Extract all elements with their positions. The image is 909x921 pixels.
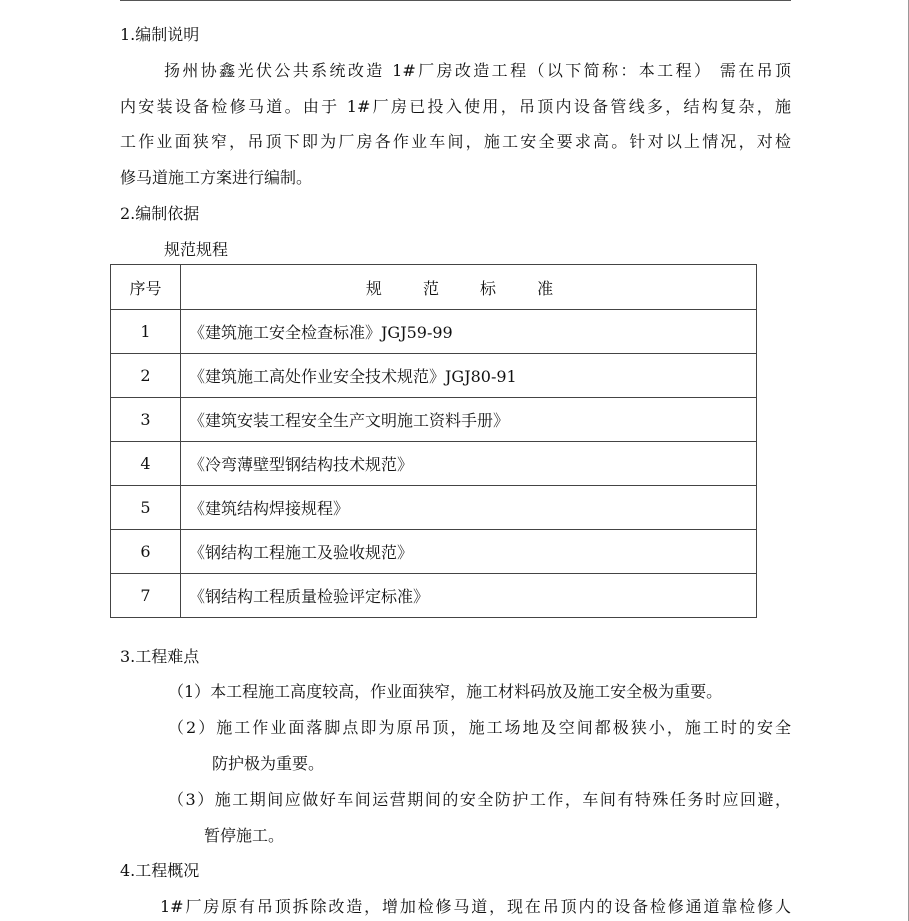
table-row <box>111 398 757 442</box>
row-no: 1 <box>111 310 181 354</box>
section-1-line-3: 工作业面狭窄，吊顶下即为厂房各作业车间，施工安全要求高。针对以上情况，对检 <box>120 132 791 151</box>
norms-subheading: 规范规程 <box>164 240 229 259</box>
row-no: 2 <box>111 354 181 398</box>
table-row <box>111 310 757 354</box>
norms-table <box>110 264 757 618</box>
row-standard: 《钢结构工程施工及验收规范》 <box>181 530 757 574</box>
section-4-line-1: 1#厂房原有吊顶拆除改造，增加检修马道，现在吊顶内的设备检修通道靠检修人 <box>160 897 791 916</box>
row-no: 3 <box>111 398 181 442</box>
row-no: 6 <box>111 530 181 574</box>
table-header-row <box>111 265 757 310</box>
difficulty-item-1: （1）本工程施工高度较高，作业面狭窄，施工材料码放及施工安全极为重要。 <box>168 682 723 701</box>
section-1-heading: 1.编制说明 <box>120 25 200 44</box>
table-row <box>111 486 757 530</box>
row-standard: 《建筑施工高处作业安全技术规范》JGJ80-91 <box>181 354 757 398</box>
col-header-no: 序号 <box>111 265 181 310</box>
section-4-heading: 4.工程概况 <box>120 861 200 880</box>
col-header-standard: 规 范 标 准 <box>181 265 757 310</box>
section-3-heading: 3.工程难点 <box>120 647 200 666</box>
row-standard: 《建筑结构焊接规程》 <box>181 486 757 530</box>
row-no: 7 <box>111 574 181 618</box>
row-standard: 《钢结构工程质量检验评定标准》 <box>181 574 757 618</box>
row-no: 4 <box>111 442 181 486</box>
table-row <box>111 574 757 618</box>
row-standard: 《建筑施工安全检查标准》JGJ59-99 <box>181 310 757 354</box>
table-row <box>111 442 757 486</box>
row-no: 5 <box>111 486 181 530</box>
difficulty-item-3-cont: 暂停施工。 <box>204 826 285 845</box>
table-row <box>111 530 757 574</box>
row-standard: 《建筑安装工程安全生产文明施工资料手册》 <box>181 398 757 442</box>
difficulty-item-2: （2）施工作业面落脚点即为原吊顶，施工场地及空间都极狭小，施工时的安全 <box>168 718 791 737</box>
section-1-line-2: 内安装设备检修马道。由于 1#厂房已投入使用，吊顶内设备管线多，结构复杂，施 <box>120 97 791 116</box>
section-2-heading: 2.编制依据 <box>120 204 200 223</box>
difficulty-item-3: （3）施工期间应做好车间运营期间的安全防护工作，车间有特殊任务时应回避， <box>168 790 791 809</box>
section-1-line-4: 修马道施工方案进行编制。 <box>120 168 313 187</box>
difficulty-item-2-cont: 防护极为重要。 <box>212 754 325 773</box>
table-row <box>111 354 757 398</box>
row-standard: 《冷弯薄壁型钢结构技术规范》 <box>181 442 757 486</box>
section-1-line-1: 扬州协鑫光伏公共系统改造 1#厂房改造工程（以下简称：本工程） 需在吊顶 <box>164 61 791 80</box>
page-top-rule <box>120 0 791 1</box>
